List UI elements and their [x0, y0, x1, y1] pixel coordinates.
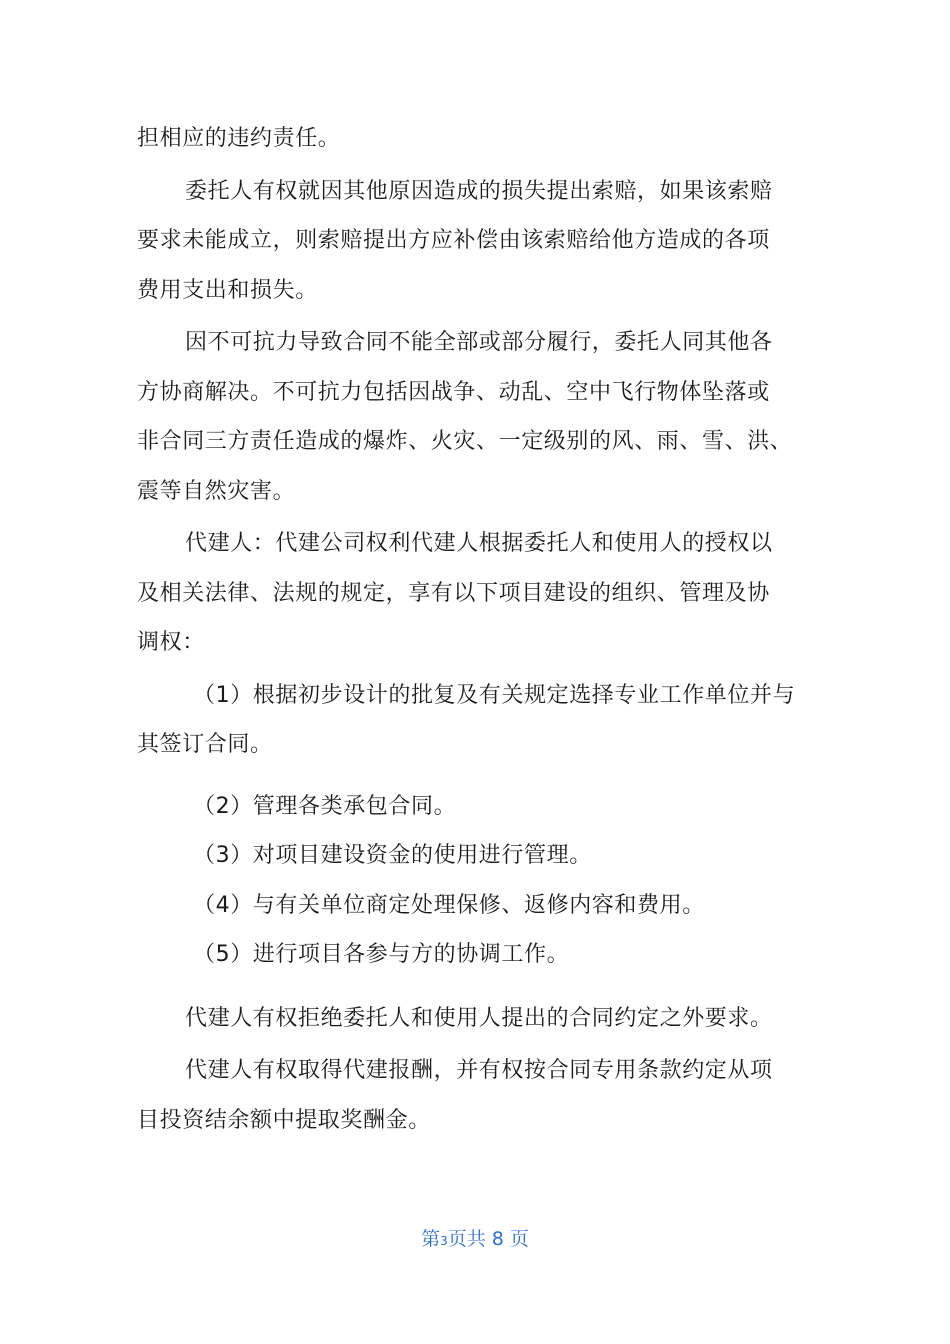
page-footer [0, 1226, 950, 1254]
paragraph-line: 代建人：代建公司权利代建人根据委托人和使用人的授权以 [185, 531, 773, 556]
paragraph-line: 费用支出和损失。 [137, 277, 318, 303]
paragraph-line: 非合同三方责任造成的爆炸、火灾、一定级别的风、雨、雪、洪、 [137, 429, 793, 454]
footer-middle: 页共 [447, 1228, 486, 1250]
footer-current-page: 3 [440, 1234, 448, 1248]
paragraph-line: 方协商解决。不可抗力包括因战争、动乱、空中飞行物体坠落或 [137, 379, 770, 405]
footer-prefix: 第 [421, 1228, 441, 1250]
paragraph-line: 及相关法律、法规的规定，享有以下项目建设的组织、管理及协 [137, 580, 770, 606]
list-item: （4）与有关单位商定处理保修、返修内容和费用。 [193, 892, 705, 918]
paragraph-line: 调权： [137, 630, 205, 655]
paragraph-line: 担相应的违约责任。 [137, 126, 341, 151]
paragraph-line: 因不可抗力导致合同不能全部或部分履行，委托人同其他各 [185, 330, 773, 355]
list-item: （1）根据初步设计的批复及有关规定选择专业工作单位并与 [193, 682, 796, 708]
paragraph-line: 代建人有权取得代建报酬，并有权按合同专用条款约定从项 [185, 1058, 773, 1083]
paragraph-line: 代建人有权拒绝委托人和使用人提出的合同约定之外要求。 [185, 1005, 773, 1031]
paragraph-line: 震等自然灾害。 [137, 478, 296, 504]
paragraph-line: 其签订合同。 [137, 732, 273, 757]
paragraph-line: 委托人有权就因其他原因造成的损失提出索赔，如果该索赔 [185, 178, 773, 204]
list-item: （5）进行项目各参与方的协调工作。 [193, 942, 570, 967]
footer-total-pages: 8 [491, 1228, 504, 1250]
paragraph-line: 目投资结余额中提取奖酬金。 [137, 1107, 431, 1133]
list-item: （2）管理各类承包合同。 [193, 793, 457, 819]
body-text [137, 114, 817, 1145]
footer-suffix: 页 [509, 1228, 529, 1250]
list-item: （3）对项目建设资金的使用进行管理。 [193, 843, 592, 868]
paragraph-line: 要求未能成立，则索赔提出方应补偿由该索赔给他方造成的各项 [137, 228, 770, 253]
